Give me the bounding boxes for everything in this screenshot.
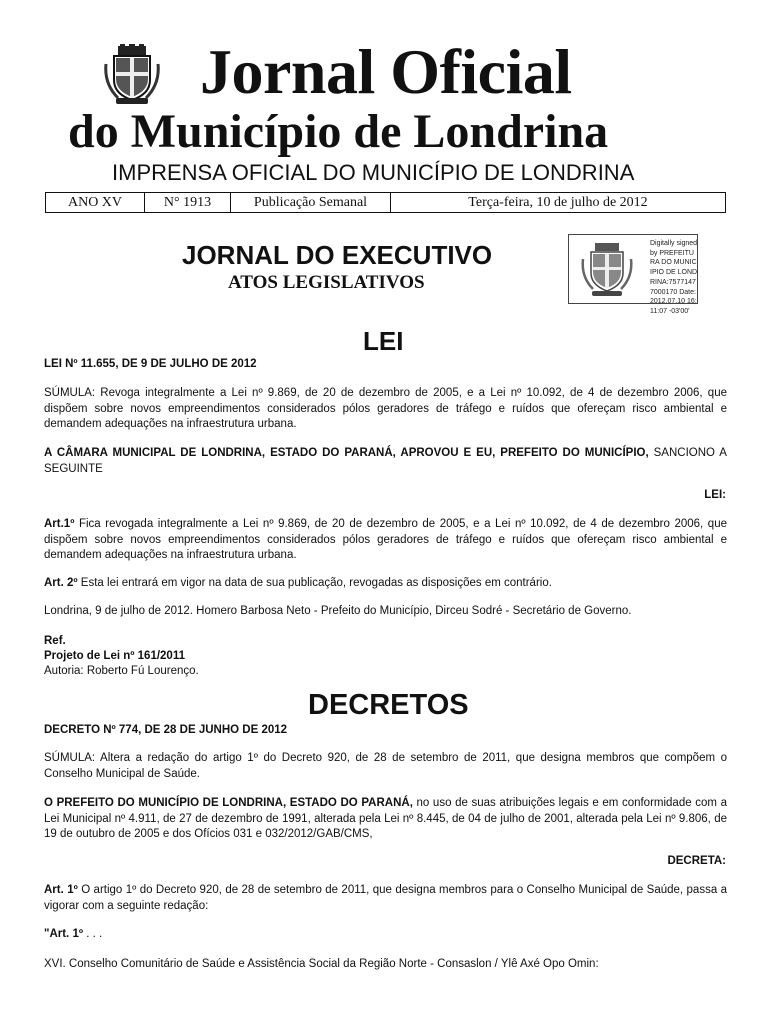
lei-preamble-rest: SANCIONO A SEGUINTE: [44, 447, 727, 475]
issue-number: N° 1913: [145, 193, 231, 212]
issue-info-bar: [45, 192, 726, 213]
signature-seal-icon: [577, 241, 637, 299]
lei-article-1: [44, 517, 727, 564]
decreto-preamble-bold: O PREFEITO DO MUNICÍPIO DE LONDRINA, ESTADO DO PARANÁ,: [44, 797, 413, 809]
lei-preamble-bold: A CÂMARA MUNICIPAL DE LONDRINA, ESTADO DO PARANÁ, APROVOU E EU, PREFEITO DO MUNICÍPIO,: [44, 447, 649, 459]
digital-signature-box: [568, 234, 698, 315]
masthead-title: Jornal Oficial: [200, 36, 572, 107]
lei-sumula: SÚMULA: Revoga integralmente a Lei nº 9.869, de 20 de dezembro de 2005, e a Lei nº 10.092, de 4 de dezembro 2006, que dispõem sobre novos empreendimentos considerados pólos geradores de tráfego e ruídos que ofereçam risco ambiental e demandem adequações na infraestrutura urbana.: [44, 387, 727, 430]
decretos-heading: DECRETOS: [308, 689, 469, 721]
lei-label: LEI:: [704, 489, 726, 501]
coat-of-arms-icon: [104, 44, 160, 106]
decreta-label: DECRETA:: [667, 855, 726, 867]
lei-projeto: Projeto de Lei nº 161/2011: [44, 650, 185, 662]
lei-heading: LEI: [363, 326, 404, 356]
lei-article-1-label: Art.1º: [44, 518, 75, 530]
publisher-line: IMPRENSA OFICIAL DO MUNICÍPIO DE LONDRINA: [112, 160, 635, 185]
lei-signing: Londrina, 9 de julho de 2012. Homero Barbosa Neto - Prefeito do Município, Dirceu Sodré - Secretário de Governo.: [44, 605, 632, 617]
decreto-quote: [44, 927, 727, 943]
lei-article-2-text: Esta lei entrará em vigor na data de sua publicação, revogadas as disposições em contrário.: [77, 577, 552, 589]
lei-preamble: [44, 446, 727, 477]
lei-ref-label: Ref.: [44, 635, 66, 647]
lei-autoria: Autoria: Roberto Fú Lourenço.: [44, 665, 199, 677]
decreto-preamble: [44, 796, 727, 843]
decreto-sumula: SÚMULA: Altera a redação do artigo 1º do Decreto 920, de 28 de setembro de 2011, que designa membros que compõem o Conselho Municipal de Saúde.: [44, 752, 727, 780]
lei-article-2-label: Art. 2º: [44, 577, 78, 589]
digital-signature-text: Digitally signed by PREFEITURA DO MUNICIPIO DE LONDRINA:75771477000170 Date: 2012.07.10 16:11:07 -03'00': [650, 240, 698, 315]
lei-article-1-text: Fica revogada integralmente a Lei nº 9.869, de 20 de dezembro de 2005, e a Lei nº 10.092, de 4 de dezembro 2006, que dispõem sobre novos empreendimentos considerados pólos geradores de tráfego e ruídos que ofereçam risco ambiental e demandem adequações na infraestrutura urbana.: [44, 518, 727, 561]
lei-title: LEI Nº 11.655, DE 9 DE JULHO DE 2012: [44, 358, 257, 370]
masthead-subtitle: do Município de Londrina: [68, 105, 609, 158]
issue-date: Terça-feira, 10 de julho de 2012: [468, 194, 648, 210]
decreto-quote-rest: . . .: [83, 928, 103, 940]
decreto-item-xvi: XVI. Conselho Comunitário de Saúde e Assistência Social da Região Norte - Consaslon / Ylê Axé Opo Omin:: [44, 958, 599, 970]
issue-year: ANO XV: [46, 193, 145, 212]
section-title: JORNAL DO EXECUTIVO: [182, 240, 493, 270]
publication-frequency: Publicação Semanal: [231, 193, 391, 212]
decreto-preamble-rest: no uso de suas atribuições legais e em conformidade com a Lei Municipal nº 4.911, de 27 de dezembro de 1991, alterada pela Lei nº 8.445, de 04 de julho de 2001, alterada pela Lei nº 9.806, de 19 de outubro de 2005 e dos Ofícios 031 e 032/2012/GAB/CMS,: [44, 797, 727, 840]
section-subtitle: ATOS LEGISLATIVOS: [228, 272, 425, 293]
decreto-quote-label: "Art. 1º: [44, 928, 84, 940]
decreto-article-1-text: O artigo 1º do Decreto 920, de 28 de setembro de 2011, que designa membros para o Conselho Municipal de Saúde, passa a vigorar com a seguinte redação:: [44, 884, 728, 912]
decreto-title: DECRETO Nº 774, DE 28 DE JUNHO DE 2012: [44, 724, 288, 736]
decreto-article-1: [44, 883, 727, 914]
decreto-article-1-label: Art. 1º: [44, 884, 78, 896]
lei-article-2: [44, 576, 727, 592]
